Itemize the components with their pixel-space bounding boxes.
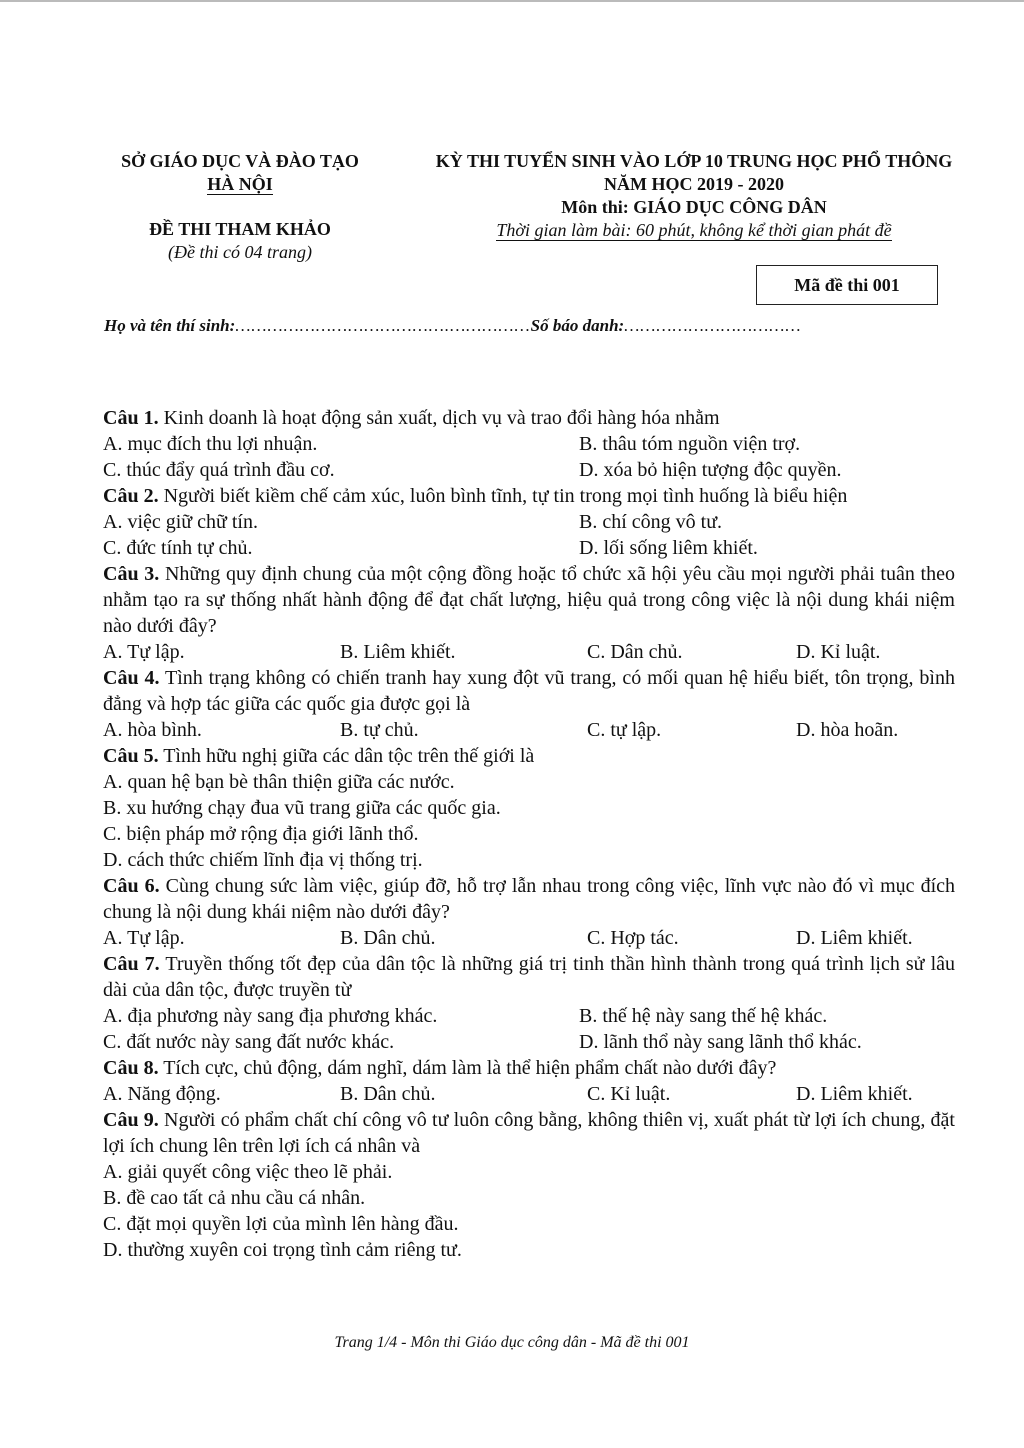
question-number: Câu 4. — [103, 667, 160, 689]
question-number: Câu 3. — [103, 563, 160, 585]
question-text: Truyền thống tốt đẹp của dân tộc là những giá trị tinh thần hình thành trong quá trình lịch sử lâu dài của dân tộc, được truyền từ — [103, 953, 956, 1001]
option: C. đặt mọi quyền lợi của mình lên hàng đầu. — [103, 1213, 459, 1235]
name-label: Họ và tên thí sinh: — [104, 316, 236, 335]
option: D. Liêm khiết. — [796, 927, 913, 949]
option: D. Liêm khiết. — [796, 1083, 913, 1105]
exam-heading-block — [398, 150, 990, 242]
dept-line1: SỞ GIÁO DỤC VÀ ĐÀO TẠO — [121, 151, 359, 171]
option: C. tự lập. — [587, 719, 662, 741]
reference-title: ĐỀ THI THAM KHẢO — [149, 219, 331, 239]
exam-code: Mã đề thi 001 — [794, 274, 900, 295]
option: A. Năng động. — [103, 1083, 221, 1105]
page-footer: Trang 1/4 - Môn thi Giáo dục công dân - Mã đề thi 001 — [334, 1334, 690, 1351]
subject-line: Môn thi: GIÁO DỤC CÔNG DÂN — [561, 197, 827, 217]
id-dots: …………………………… — [624, 316, 802, 335]
option: A. quan hệ bạn bè thân thiện giữa các nước. — [103, 771, 455, 793]
option: B. Dân chủ. — [340, 927, 436, 949]
option: A. việc giữ chữ tín. — [103, 511, 258, 533]
option: C. Hợp tác. — [587, 927, 679, 949]
option: B. chí công vô tư. — [579, 511, 723, 533]
option: B. đề cao tất cả nhu cầu cá nhân. — [103, 1187, 366, 1209]
question-list — [103, 405, 955, 1263]
option: C. thúc đẩy quá trình đầu cơ. — [103, 459, 335, 481]
question-text: Tình hữu nghị giữa các dân tộc trên thế giới là — [163, 745, 535, 767]
question — [103, 743, 955, 873]
option: B. Liêm khiết. — [340, 641, 456, 663]
question-number: Câu 2. — [103, 485, 159, 507]
question-text: Kinh doanh là hoạt động sản xuất, dịch vụ và trao đổi hàng hóa nhằm — [163, 407, 720, 429]
exam-code-box — [756, 265, 938, 305]
option: C. đất nước này sang đất nước khác. — [103, 1031, 395, 1053]
exam-title: KỲ THI TUYỂN SINH VÀO LỚP 10 TRUNG HỌC PHỔ THÔNG — [435, 151, 953, 171]
question — [103, 1055, 955, 1107]
option: A. địa phương này sang địa phương khác. — [103, 1005, 438, 1027]
option: B. xu hướng chạy đua vũ trang giữa các quốc gia. — [103, 797, 501, 819]
question-text: Cùng chung sức làm việc, giúp đỡ, hỗ trợ lẫn nhau trong công việc, lĩnh vực nào đó vì mục đích chung là nội dung khái niệm nào dưới đây? — [103, 875, 955, 923]
issuer-block — [92, 150, 388, 264]
question — [103, 561, 955, 665]
question-text: Tình trạng không có chiến tranh hay xung đột vũ trang, có mối quan hệ hiểu biết, tôn trọng, bình đẳng và hợp tác giữa các quốc gia được gọi là — [103, 667, 955, 715]
dept-line2: HÀ NỘI — [207, 174, 273, 194]
option: D. cách thức chiếm lĩnh địa vị thống trị. — [103, 849, 423, 871]
pages-note: (Đề thi có 04 trang) — [168, 242, 312, 262]
option: C. Dân chủ. — [587, 641, 683, 663]
question — [103, 873, 955, 951]
id-label: Số báo danh: — [530, 316, 625, 335]
scan-top-edge — [0, 0, 1024, 2]
question — [103, 951, 955, 1055]
time-line: Thời gian làm bài: 60 phút, không kể thời gian phát đề — [496, 220, 892, 240]
option: C. đức tính tự chủ. — [103, 537, 253, 559]
option: C. Kỉ luật. — [587, 1083, 671, 1105]
option: A. Tự lập. — [103, 927, 185, 949]
question-text: Tích cực, chủ động, dám nghĩ, dám làm là thể hiện phẩm chất nào dưới đây? — [163, 1057, 777, 1079]
option: D. lãnh thổ này sang lãnh thổ khác. — [579, 1031, 862, 1053]
option: A. Tự lập. — [103, 641, 185, 663]
option: C. biện pháp mở rộng địa giới lãnh thổ. — [103, 823, 419, 845]
option: D. Kỉ luật. — [796, 641, 881, 663]
question-number: Câu 7. — [103, 953, 160, 975]
question-number: Câu 5. — [103, 745, 159, 767]
option: A. giải quyết công việc theo lẽ phải. — [103, 1161, 393, 1183]
candidate-line — [104, 316, 904, 336]
name-dots: ………………………………….…………… — [235, 316, 531, 335]
option: A. hòa bình. — [103, 719, 202, 741]
question — [103, 405, 955, 483]
question-text: Người có phẩm chất chí công vô tư luôn công bằng, không thiên vị, xuất phát từ lợi ích chung, đặt lợi ích chung lên trên lợi ích cá nhân và — [103, 1109, 955, 1157]
option: A. mục đích thu lợi nhuận. — [103, 433, 318, 455]
question — [103, 483, 955, 561]
school-year: NĂM HỌC 2019 - 2020 — [604, 174, 784, 194]
option: D. xóa bỏ hiện tượng độc quyền. — [579, 459, 842, 481]
question-text: Những quy định chung của một cộng đồng hoặc tổ chức xã hội yêu cầu mọi người phải tuân theo nhằm tạo ra sự thống nhất hành động để đạt chất lượng, hiệu quả trong công việc là nội dung khái niệm nào dưới đây? — [103, 563, 955, 637]
option: D. lối sống liêm khiết. — [579, 537, 758, 559]
question — [103, 1107, 955, 1263]
option: B. Dân chủ. — [340, 1083, 436, 1105]
option: D. thường xuyên coi trọng tình cảm riêng tư. — [103, 1239, 462, 1261]
question-number: Câu 6. — [103, 875, 160, 897]
question — [103, 665, 955, 743]
option: B. thế hệ này sang thế hệ khác. — [579, 1005, 828, 1027]
option: D. hòa hoãn. — [796, 719, 899, 741]
option: B. thâu tóm nguồn viện trợ. — [579, 433, 801, 455]
question-text: Người biết kiềm chế cảm xúc, luôn bình tĩnh, tự tin trong mọi tình huống là biểu hiện — [163, 485, 848, 507]
question-number: Câu 9. — [103, 1109, 159, 1131]
question-number: Câu 8. — [103, 1057, 159, 1079]
option: B. tự chủ. — [340, 719, 419, 741]
question-number: Câu 1. — [103, 407, 159, 429]
